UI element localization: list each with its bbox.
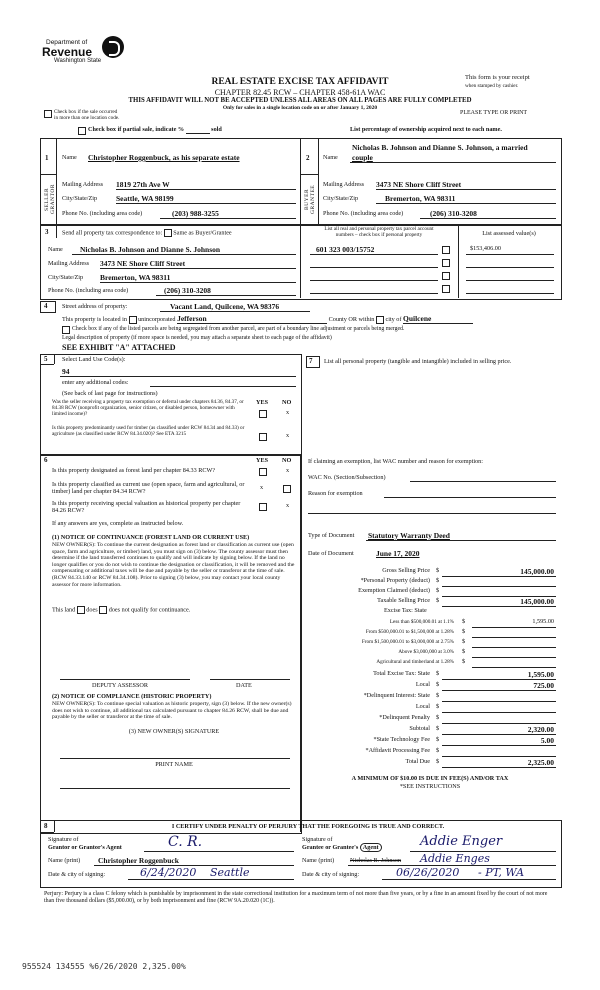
personal-property-label: List all personal property (tangible and intangible) included in selling price. [324, 358, 512, 365]
section-6-number: 6 [44, 456, 48, 464]
bracket-value-1[interactable]: 1,595.00 [532, 618, 554, 625]
tax-label-gross: Gross Selling Price [382, 567, 430, 574]
reason-label: Reason for exemption [308, 490, 363, 497]
same-as-buyer-label: Same as Buyer/Grantee [173, 229, 232, 237]
partial-sale-checkbox[interactable] [78, 127, 86, 135]
minimum-due-note: A MINIMUM OF $10.00 IS DUE IN FEE(S) AND/OR TAX [351, 775, 509, 782]
s6-question2: Is this property classified as current use (open space, farm and agricultural, or timber) land per chapter 84.34 RCW? [52, 481, 245, 495]
grantee-name-label: Name (print) [302, 857, 335, 864]
parcel-header-line2: numbers – check box if personal property [335, 232, 423, 238]
excise-state-label: Excise Tax: State [384, 607, 427, 614]
grantee-sig-label [302, 836, 382, 852]
dor-logo [40, 36, 140, 70]
unincorporated-checkbox[interactable] [129, 316, 137, 324]
tax2-label-penalty: *Delinquent Penalty [379, 714, 430, 721]
grantor-sig-label1: Signature of [48, 836, 79, 843]
s5-q1-yes-checkbox[interactable] [259, 410, 267, 418]
bracket-dollar-3: $ [462, 638, 466, 645]
see-instructions-note: *SEE INSTRUCTIONS [399, 783, 461, 790]
seller-city-label: City/State/Zip [62, 195, 98, 202]
tax2-dollar-delinquent-local: $ [436, 703, 440, 710]
tax2-value-total-due[interactable]: 2,325.00 [527, 758, 554, 767]
notice1-body: NEW OWNER(S): To continue the current designation as forest land or classification as current use (open space, farm and agriculture, or timber) land, you must sign on (3) below. The county assessor must then determine if the land transferred continues to qualify and will indicate by signing below. If the land no longer qualifies or you do not wish to continue the designation or classification, it will be removed and the compensating or additional taxes will be due and payable by the seller or transferor at the time of sale. (RCW 84.33.140 or RCW 84.34.108). Prior to signing (3) below, you may contact your local county assessor for more information. [52, 542, 295, 588]
multi-location-line1: Check box if the sale occurred [54, 109, 118, 115]
tax-dollar-gross: $ [436, 567, 440, 574]
seller-side-label: SELLER GRANTOR [44, 184, 56, 214]
multi-location-label [54, 109, 119, 121]
buyer-city-label: City/State/Zip [323, 195, 359, 202]
section-4-number-box [40, 301, 56, 313]
continuance-row [52, 606, 190, 614]
wac-label: WAC No. (Section/Subsection) [308, 474, 386, 481]
county-name[interactable]: Jefferson [177, 314, 327, 324]
tax2-row-local [300, 681, 560, 692]
bracket-row-4 [300, 648, 560, 658]
s6-question1: Is this property designated as forest land per chapter 84.33 RCW? [52, 467, 216, 474]
assessed-header: List assessed value(s) [482, 230, 536, 237]
partial-sale-sold: sold [211, 126, 222, 133]
grantor-name[interactable]: Christopher Roggenbuck [98, 856, 179, 865]
s3-name[interactable]: Nicholas B. Johnson and Dianne S. Johnson [80, 245, 221, 254]
see-back-note: (See back of last page for instructions) [62, 390, 158, 397]
section-7-number: 7 [309, 357, 313, 365]
section-1-number: 1 [45, 154, 49, 162]
parcel2-personal-checkbox[interactable] [442, 259, 450, 267]
tax-brackets [300, 618, 560, 668]
bracket-row-1 [300, 618, 560, 628]
land-use-label: Select Land Use Code(s): [62, 356, 126, 363]
cashier-stamp: 955524 134555 %6/26/2020 2,325.00% [22, 962, 186, 971]
notice1-title: (1) NOTICE OF CONTINUANCE (FOREST LAND OR CURRENT USE) [52, 534, 250, 541]
buyer-city[interactable]: Bremerton, WA 98311 [385, 194, 456, 203]
tax2-value-tech-fee[interactable]: 5.00 [540, 736, 554, 745]
doc-type-label: Type of Document [308, 532, 355, 539]
s5-question2: Is this property predominantly used for timber (as classified under RCW 84.34 and 84.33) or agriculture (as classified under RCW 84.34.020)? See ETA 3215 [52, 425, 245, 437]
s3-addr-label: Mailing Address [48, 260, 90, 267]
grantee-city[interactable]: - PT, WA [478, 866, 525, 879]
notice2-body: NEW OWNER(S): To continue special valuation as historic property, sign (3) below. If the new owner(s) does not wish to continue, all additional tax calculated pursuant to chapter 84.26 RCW, shall be due and payable by the seller or transferor at the time of sale. [52, 701, 292, 721]
tax2-dollar-delinquent-state: $ [436, 692, 440, 699]
s5-yes-header: YES [256, 399, 269, 406]
city-name[interactable]: Quilcene [403, 314, 473, 324]
notice2-title: (2) NOTICE OF COMPLIANCE (HISTORIC PROPERTY) [52, 693, 212, 700]
doc-type[interactable]: Statutory Warranty Deed [368, 531, 450, 540]
multi-location-line2: in more than one location code. [54, 115, 120, 121]
grantor-sig-label2: Grantor or Grantor's Agent [48, 844, 122, 851]
seller-addr-label: Mailing Address [62, 181, 104, 188]
section-5-number: 5 [44, 355, 48, 363]
s3-addr[interactable]: 3473 NE Shore Cliff Street [100, 259, 186, 268]
bracket-label-4: Above $3,000,000 at 3.0% [398, 649, 454, 655]
tax2-label-delinquent-local: Local [415, 703, 430, 710]
s3-city-label: City/State/Zip [48, 274, 84, 281]
exhibit-a[interactable]: SEE EXHIBIT "A" ATTACHED [62, 343, 176, 352]
tax2-label-processing-fee: *Affidavit Processing Fee [365, 747, 430, 754]
same-as-buyer-checkbox[interactable] [164, 229, 172, 237]
dept-line2: Revenue [42, 45, 93, 59]
grantor-city[interactable]: Seattle [210, 866, 250, 879]
form-subtitle: CHAPTER 82.45 RCW – CHAPTER 458-61A WAC [214, 88, 386, 97]
parcel4-personal-checkbox[interactable] [442, 285, 450, 293]
s5-q1-no-mark[interactable]: x [286, 409, 290, 416]
send-correspondence-text: Send all property tax correspondence to: [62, 229, 163, 237]
multi-location-checkbox[interactable] [44, 110, 52, 118]
bracket-label-2: From $500,000.01 to $1,500,000 at 1.28% [365, 629, 454, 635]
buyer-name-line2[interactable]: couple [352, 153, 373, 162]
tax-row-personal [300, 577, 560, 587]
partial-sale-blank[interactable] [186, 126, 210, 134]
tax2-row-total-due [300, 758, 560, 769]
form-title: REAL ESTATE EXCISE TAX AFFIDAVIT [211, 77, 389, 87]
doc-date-label: Date of Document [308, 550, 354, 557]
city-of-checkbox[interactable] [376, 316, 384, 324]
s6-q1-no-mark[interactable]: x [286, 467, 290, 474]
tax-dollar-exemption: $ [436, 587, 440, 594]
bracket-dollar-4: $ [462, 648, 466, 655]
deputy-date-label: DATE [236, 682, 252, 689]
grantee-sig-label2 [302, 844, 382, 852]
tax-row-exemption [300, 587, 560, 597]
bracket-dollar-1: $ [462, 618, 466, 625]
partial-sale-text: Check box if partial sale, indicate % [88, 126, 185, 133]
tax-label-taxable: Taxable Selling Price [377, 597, 430, 604]
certify-statement: I CERTIFY UNDER PENALTY OF PERJURY THAT THE FOREGOING IS TRUE AND CORRECT. [171, 823, 445, 830]
seller-city[interactable]: Seattle, WA 98199 [116, 194, 174, 203]
s6-yes-header: YES [256, 457, 269, 464]
dept-line3: Washington State [54, 58, 102, 64]
s6-q3-yes-checkbox[interactable] [259, 503, 267, 511]
deputy-assessor-label: DEPUTY ASSESSOR [92, 682, 148, 689]
receipt-note [465, 74, 530, 90]
s6-q2-yes-mark[interactable]: x [260, 484, 264, 491]
tax2-value-total-state[interactable]: 1,595.00 [527, 670, 554, 679]
buyer-side-label: BUYER GRANTEE [304, 184, 316, 214]
bracket-row-5 [300, 658, 560, 668]
tax2-row-penalty [300, 714, 560, 725]
dept-line1: Department of [46, 39, 88, 46]
tax2-label-delinquent-state: *Delinquent Interest: State [363, 692, 430, 699]
tax2-label-subtotal: Subtotal [409, 725, 430, 732]
grantee-sig-label1: Signature of [302, 836, 333, 843]
tax2-dollar-total-state: $ [436, 670, 440, 677]
tax-dollar-personal: $ [436, 577, 440, 584]
seller-name-label: Name [62, 154, 77, 161]
s6-q3-no-mark[interactable]: x [286, 502, 290, 509]
parcel-header [302, 226, 456, 238]
receipt-note-line2: when stamped by cashier. [465, 83, 519, 89]
s6-q2-no-checkbox[interactable] [283, 485, 291, 493]
tax-label-exemption: Exemption Claimed (deduct) [358, 587, 430, 594]
buyer-name-line1[interactable]: Nicholas B. Johnson and Dianne S. Johnson, a married [352, 143, 528, 152]
exemption-claim-label: If claiming an exemption, list WAC number and reason for exemption: [308, 458, 483, 465]
s5-q2-no-mark[interactable]: x [286, 432, 290, 439]
section-8-number: 8 [44, 822, 48, 830]
tax2-row-processing-fee [300, 747, 560, 758]
s3-city[interactable]: Bremerton, WA 98311 [100, 273, 171, 282]
buyer-name-label: Name [323, 154, 338, 161]
street-label: Street address of property: [62, 303, 128, 310]
bracket-label-1: Less than $500,000.01 at 1.1% [389, 619, 454, 625]
street-address[interactable]: Vacant Land, Quilcene, WA 98376 [170, 302, 280, 311]
assessed-value[interactable]: $153,406.00 [470, 245, 501, 252]
parcel-header-line1: List all real and personal property tax parcel account [324, 226, 434, 232]
bracket-row-3 [300, 638, 560, 648]
grantee-agent-circled: Agent [360, 843, 382, 852]
grantee-name-handwritten[interactable]: Addie Enges [420, 852, 490, 865]
tax-row-taxable [300, 597, 560, 607]
tax2-label-total-due: Total Due [405, 758, 430, 765]
tax2-row-delinquent-local [300, 703, 560, 714]
additional-codes-label: enter any additional codes: [62, 379, 129, 386]
percentage-note: List percentage of ownership acquired next to each name. [350, 126, 502, 133]
seller-phone[interactable]: (203) 988-3255 [172, 209, 219, 218]
parcel3-personal-checkbox[interactable] [442, 272, 450, 280]
grantee-date-label: Date & city of signing: [302, 871, 360, 878]
legal-description-label: Legal description of property (if more space is needed, you may attach a separate sheet to each page of the affidavit) [62, 335, 332, 341]
grantor-date[interactable]: 6/24/2020 [140, 866, 197, 879]
grantee-name-struck: Nicholas B. Johnson [350, 857, 402, 864]
tax-value-gross[interactable]: 145,000.00 [520, 567, 554, 576]
partial-sale-label [88, 126, 222, 134]
tax-table-2 [300, 670, 560, 769]
grantee-sig-label-pre: Grantee or Grantee's [302, 844, 359, 851]
unincorporated-label: unincorporated [138, 316, 176, 323]
grantor-name-label: Name (print) [48, 857, 81, 864]
does-label: does [86, 606, 98, 614]
tax2-label-total-state: Total Excise Tax: State [373, 670, 430, 677]
buyer-addr-label: Mailing Address [323, 181, 365, 188]
dor-logo-mark-icon [102, 36, 124, 58]
bracket-row-2 [300, 628, 560, 638]
tax2-dollar-tech-fee: $ [436, 736, 440, 743]
form-warning: THIS AFFIDAVIT WILL NOT BE ACCEPTED UNLESS ALL AREAS ON ALL PAGES ARE FULLY COMPLETED [128, 97, 472, 104]
seller-phone-label: Phone No. (including area code) [62, 210, 143, 217]
section-4-number: 4 [44, 302, 48, 310]
parcel-number[interactable]: 601 323 003/15752 [316, 245, 375, 254]
print-name-label: PRINT NAME [155, 761, 193, 768]
if-yes-note: If any answers are yes, complete as instructed below. [52, 520, 184, 527]
county-or-label: County OR within [328, 316, 375, 323]
tax2-label-tech-fee: *State Technology Fee [373, 736, 430, 743]
parcel1-personal-checkbox[interactable] [442, 246, 450, 254]
tax2-dollar-processing-fee: $ [436, 747, 440, 754]
type-or-print: PLEASE TYPE OR PRINT [460, 110, 528, 116]
segregated-checkbox[interactable] [62, 326, 70, 334]
tax2-value-subtotal[interactable]: 2,320.00 [527, 725, 554, 734]
new-owner-signature-label: (3) NEW OWNER(S) SIGNATURE [128, 728, 220, 735]
s3-phone-label: Phone No. (including area code) [48, 287, 129, 294]
send-correspondence-label [62, 229, 232, 237]
does-not-qualify-checkbox[interactable] [99, 606, 107, 614]
tax2-label-local: Local [415, 681, 430, 688]
perjury-notice: Perjury: Perjury is a class C felony which is punishable by imprisonment in the state correctional institution for a maximum term of not more than five years, or by a fine in an amount fixed by the court of not more than five thousand dollars ($5,000.00), or by both imprisonment and fine (RCW 9A.20.020 (1C)). [44, 891, 548, 904]
tax2-row-delinquent-state [300, 692, 560, 703]
this-land-label: This land [52, 606, 76, 614]
s5-q2-yes-checkbox[interactable] [259, 433, 267, 441]
section-2-number: 2 [306, 154, 310, 162]
grantee-signature[interactable]: Addie Enger [420, 834, 503, 849]
doc-date[interactable]: June 17, 2020 [376, 549, 420, 558]
s6-question3: Is this property receiving special valuation as historical property per chapter 84.26 RCW? [52, 500, 241, 514]
segregated-label: Check box if any of the listed parcels are being segregated from another parcel, are part of a boundary line adjustment or parcels being merged. [72, 326, 405, 332]
located-label: This property is located in [62, 316, 127, 323]
bracket-label-3: From $1,500,000.01 to $3,000,000 at 2.75% [361, 639, 454, 645]
tax2-row-tech-fee [300, 736, 560, 747]
grantor-sig-label [48, 836, 122, 852]
located-row [62, 314, 473, 324]
grantor-signature[interactable]: C. R. [168, 834, 203, 850]
land-use-code[interactable]: 94 [62, 367, 70, 376]
tax2-dollar-subtotal: $ [436, 725, 440, 732]
s6-no-header: NO [282, 457, 292, 464]
buyer-addr[interactable]: 3473 NE Shore Cliff Street [376, 180, 462, 189]
tax-dollar-taxable: $ [436, 597, 440, 604]
tax-value-taxable[interactable]: 145,000.00 [520, 597, 554, 606]
does-not-label: does not qualify for continuance. [108, 606, 191, 614]
grantor-date-label: Date & city of signing: [48, 871, 106, 878]
tax2-value-local[interactable]: 725.00 [533, 681, 554, 690]
section-3-number: 3 [45, 228, 49, 236]
does-qualify-checkbox[interactable] [77, 606, 85, 614]
tax2-row-subtotal [300, 725, 560, 736]
s6-q1-yes-checkbox[interactable] [259, 468, 267, 476]
only-for-note: Only for sales in a single location code on or after January 1, 2020 [222, 105, 378, 111]
buyer-phone[interactable]: (206) 310-3208 [430, 209, 477, 218]
bracket-dollar-2: $ [462, 628, 466, 635]
s5-no-header: NO [282, 399, 292, 406]
seller-name[interactable]: Christopher Roggenbuck, as his separate estate [88, 153, 240, 162]
tax-table-1 [300, 567, 560, 618]
tax-label-personal: *Personal Property (deduct) [360, 577, 430, 584]
grantee-date[interactable]: 06/26/2020 [396, 866, 460, 879]
bracket-label-5: Agricultural and timberland at 1.28% [376, 659, 454, 665]
bracket-dollar-5: $ [462, 658, 466, 665]
receipt-note-line1: This form is your receipt [465, 74, 530, 81]
seller-addr[interactable]: 1819 27th Ave W [116, 180, 170, 189]
buyer-phone-label: Phone No. (including area code) [323, 210, 404, 217]
tax2-dollar-penalty: $ [436, 714, 440, 721]
city-of-label: city of [385, 316, 402, 323]
tax2-row-total-state [300, 670, 560, 681]
s3-phone[interactable]: (206) 310-3208 [164, 286, 211, 295]
s3-name-label: Name [48, 246, 63, 253]
tax-row-gross [300, 567, 560, 577]
tax2-dollar-local: $ [436, 681, 440, 688]
tax2-dollar-total-due: $ [436, 758, 440, 765]
s5-question1: Was the seller receiving a property tax exemption or deferral under chapters 84.36, 84.37, or 84.38 RCW (nonprofit organization, senior citizen, or disabled person, homeowner with limited income)? [52, 399, 244, 417]
